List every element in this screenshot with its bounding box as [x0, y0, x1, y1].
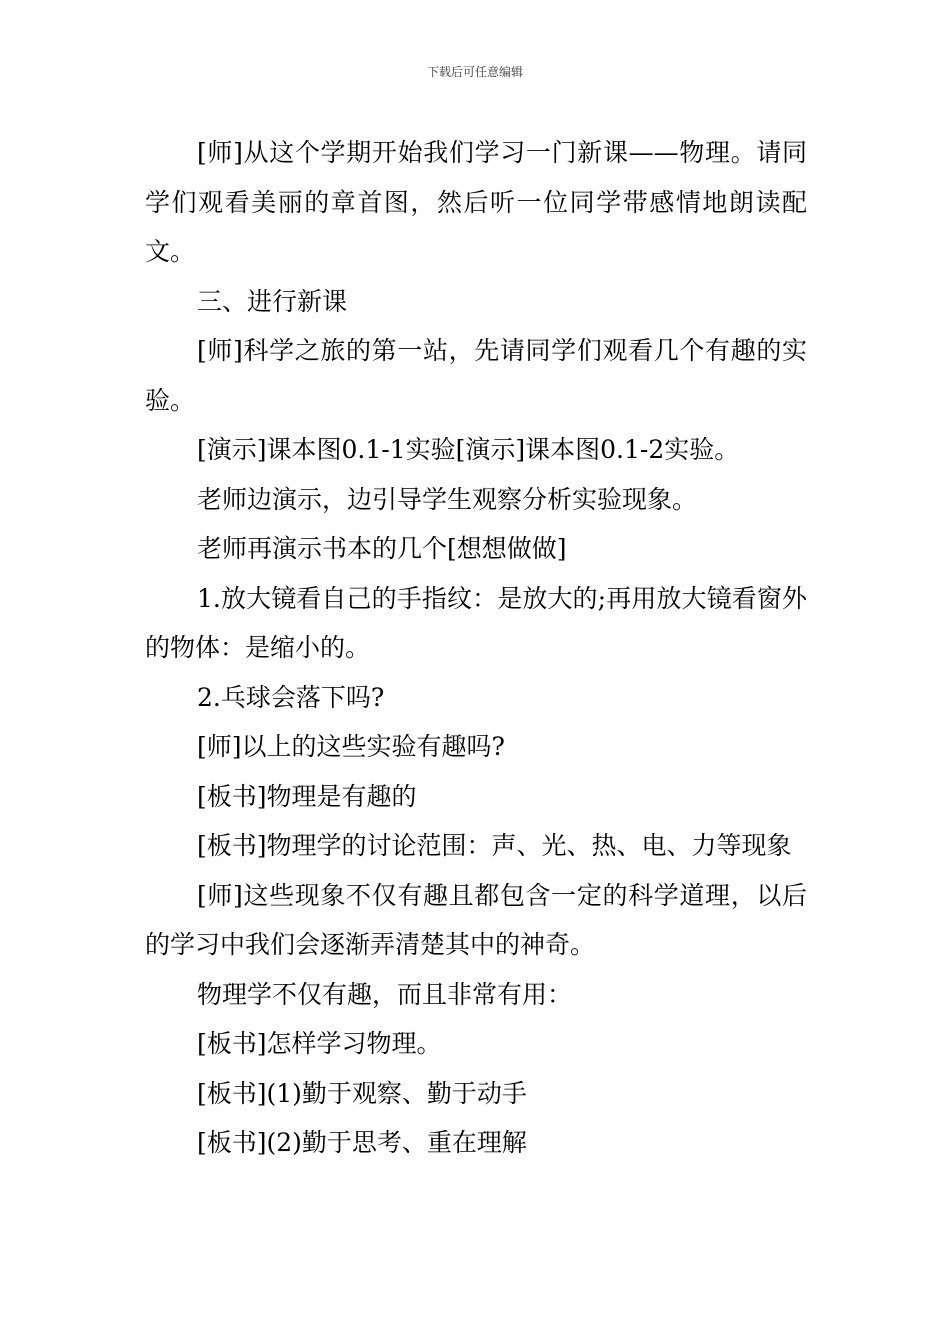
paragraph: [板书]怎样学习物理。	[197, 1029, 442, 1058]
paragraph: [师]从这个学期开始我们学习一门新课——物理。请同学们观看美丽的章首图，然后听一位同学带感情地朗读配文。	[145, 138, 807, 266]
page-header: 下载后可任意编辑	[426, 65, 523, 79]
paragraph: [板书]物理学的讨论范围：声、光、热、电、力等现象	[197, 831, 792, 860]
list-item: 1.放大镜看自己的手指纹：是放大的;再用放大镜看窗外的物体：是缩小的。	[145, 583, 807, 662]
paragraph: 老师边演示，边引导学生观察分析实验现象。	[197, 484, 698, 514]
paragraph: [演示]课本图0.1-1实验[演示]课本图0.1-2实验。	[197, 435, 740, 464]
paragraph: 老师再演示书本的几个[想想做做]	[197, 534, 567, 563]
document-body	[145, 128, 807, 1168]
section-heading: 三、进行新课	[197, 286, 348, 316]
list-item: 2.乓球会落下吗?	[197, 682, 385, 712]
paragraph: [板书](2)勤于思考、重在理解	[197, 1128, 527, 1157]
paragraph: [师]科学之旅的第一站，先请同学们观看几个有趣的实验。	[145, 336, 807, 415]
paragraph: [板书]物理是有趣的	[197, 781, 417, 811]
paragraph: [师]这些现象不仅有趣且都包含一定的科学道理，以后的学习中我们会逐渐弄清楚其中的神奇。	[145, 880, 807, 959]
paragraph: [板书](1)勤于观察、勤于动手	[197, 1078, 527, 1108]
paragraph: [师]以上的这些实验有趣吗?	[197, 732, 505, 761]
paragraph: 物理学不仅有趣，而且非常有用：	[197, 979, 573, 1009]
